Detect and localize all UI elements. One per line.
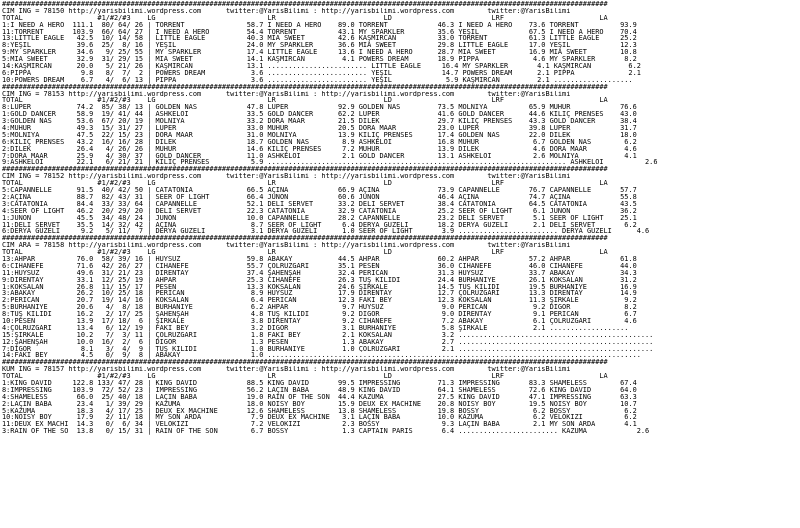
text-line: 5:MOLNIYA 47.5 22/ 15/ 23 | DORA MAAR 31.0 MOLNIYA 13.9 KILIÇ PRENSES 17.4 GOLDEN NAS 22.0 DİLEK 18.0 (2, 131, 637, 139)
text-line: ################################################################################################################################################## (2, 166, 608, 174)
text-line: 3:CATATONIA 84.4 33/ 33/ 64 | CAPANNELLE 52.1 DELİ SERVET 33.2 DELİ SERVET 38.4 CATATONIA 64.5 CATATONIA 43.5 (2, 200, 637, 208)
text-line: 13:LITTLE EAGLE 42.5 10/ 14/ 58 | LITTLE EAGLE 40.3 MIA SWEET 42.6 KAŞMİRCAN 33.0 TORRENT 61.3 LITTLE EAGLE 25.2 (2, 35, 637, 43)
text-line: 1:I NEED A HERO 111.1 80/ 64/ 26 | TORRENT 58.7 I NEED A HERO 89.0 TORRENT 46.3 I NEED A HERO 73.6 TORRENT 93.9 (2, 21, 637, 29)
text-line: 9:DİRENTAY 33.1 12/ 25/ 19 | AHPAR 25.3 CİHANEFE 26.3 TUŞ KILIDI 24.4 BURHANİYE 26.1 KÖKSALAN 31.2 (2, 276, 637, 284)
text-line: 5:BURHANİYE 20.6 4/ 8/ 18 | BURHANİYE 6.2 AHPAR 9.7 HUYSUZ 9.0 PERİCAN 9.2 DİGOR 8.2 (2, 304, 637, 312)
text-line: 8:TUŞ KILIDI 16.2 2/ 17/ 25 | ŞAHENŞAH 4.8 TUŞ KILIDI 9.2 DİGOR 9.0 DİRENTAY 9.1 PERİCAN 6.7 (2, 311, 637, 318)
text-line: 3:GOLDEN NAS 53.6 67/ 20/ 19 | MOLNIYA 33.2 DORA MAAR 21.5 DİLEK 29.7 KILIÇ PRENSES 43.3 GOLD DANCER 38.4 (2, 118, 637, 126)
text-line: 5:KAZUMA 18.3 4/ 17/ 25 | DEUX EX MACHINE 12.6 SHAMELESS 13.8 SHAMELESS 19.8 BOSSY 6.2 BOSSY 6.2 (2, 407, 637, 415)
text-line: TOTAL #1/#2/#3 LG LR LD LRF LA (2, 180, 608, 188)
text-line: 6:KILIÇ PRENSES 43.2 16/ 16/ 28 | DİLEK 18.7 GOLDEN NAS 8.9 ASHKELOI 16.8 MÜHÜR 6.7 GOLDEN NAS 6.2 (2, 138, 637, 146)
text-line: 5:CAPANNELLE 91.5 40/ 42/ 50 | CATATONIA 66.5 AÇINA 66.9 AÇINA 73.9 CAPANNELLE 76.7 CAPANNELLE 57.7 (2, 187, 637, 194)
text-line: TOTAL #1/#2/#3 LG LR LD LRF LA (2, 97, 608, 105)
text-line: ################################################################################################################################################## (2, 1, 608, 8)
text-line: 10:PESEN 13.9 17/ 18/ 6 | ŞİRKALE 3.8 DİRENTAY 9.2 CİHANEFE 7.2 ABAKAY 6.1 ÇOLRUZGARI 4.6 (2, 317, 637, 325)
text-line: 2:AÇINA 88.7 82/ 43/ 31 | SEER OF LIGHT 66.4 JÜNON 60.6 JÜNON 46.4 AÇINA 74.7 AÇINA 55.8 (2, 193, 637, 201)
text-line: 1:KÖKSALAN 26.8 11/ 15/ 17 | PESEN 13.3 KÖKSALAN 24.6 ŞİRKALE 14.5 TUŞ KILIDI 19.5 BURHANİYE 16.9 (2, 283, 637, 291)
text-line: 3:RAIN OF THE SO 13.8 0/ 15/ 31 | RAIN OF THE SON 6.7 BOSSY 1.3 CAPTAIN PARIS 6.4 ........................ KAZUMA 2.6 (2, 428, 650, 436)
text-line: 12:ŞAHENŞAH 10.0 16/ 2/ 6 | DİGOR 1.3 PESEN 1.3 ABAKAY 2.7 ............................................... (2, 338, 654, 346)
text-line: 9:MY SPARKLER 34.6 9/ 25/ 55 | MY SPARKLER 17.4 LITTLE EAGLE 13.6 I NEED A HERO 28.7 MIA SWEET 16.9 MIA SWEET 10.8 (2, 49, 637, 57)
text-line: 2:DİLEK 26.4 4/ 26/ 26 | MÜHÜR 14.6 KILIÇ PRENSES 7.2 MÜHÜR 13.9 DİLEK 4.6 DORA MAAR 4.6 (2, 145, 637, 153)
text-line: 13:AHPAR 76.0 58/ 39/ 16 | HUYSUZ 59.8 ABAKAY 44.5 AHPAR 60.2 AHPAR 57.2 AHPAR 61.8 (2, 255, 637, 263)
text-line: TOTAL #1/#2/#3 LG LR LD LRF LA (2, 373, 608, 380)
text-line: 8:LUPER 74.2 85/ 38/ 13 | GOLDEN NAS 47.8 LUPER 92.9 GOLDEN NAS 73.5 MOLNIYA 65.9 MÜHÜR 76.6 (2, 104, 637, 112)
text-line: 1:GOLD DANCER 58.9 19/ 41/ 44 | ASHKELOI 33.5 GOLD DANCER 62.2 LUPER 41.6 GOLD DANCER 44.6 KILIÇ PRENSES 43.0 (2, 111, 637, 119)
text-line: 11:HUYSUZ 49.6 31/ 21/ 23 | DİRENTAY 37.4 ŞAHENŞAH 32.4 PERİCAN 31.3 HUYSUZ 33.7 ABAKAY 34.3 (2, 269, 637, 277)
text-line: CIM ING = 78153 http://yarisbilimi.wordpress.com twitter:@YarisBilimi : http://yarisbilimi.wordpress.com twitter:@YarisBilimi (2, 90, 571, 98)
text-line: 4:MÜHÜR 49.3 15/ 31/ 27 | LUPER 33.0 MÜHÜR 20.5 DORA MAAR 23.0 LUPER 39.8 LUPER 31.7 (2, 125, 637, 132)
text-line: 8:IMPRESSING 103.9 72/ 52/ 23 | IMPRESSING 56.2 LAÇİN BABA 48.9 KING DAVID 64.1 SHAMELESS 72.6 KING DAVID 64.0 (2, 386, 637, 394)
text-line: 11:TORRENT 103.9 66/ 64/ 27 | I NEED A HERO 54.4 TORRENT 43.1 MY SPARKLER 35.6 YEŞİL 67.5 I NEED A HERO 70.4 (2, 28, 637, 36)
text-line: TOTAL #1/#2/#3 LG LR LD LRF LA (2, 14, 608, 22)
text-line: CIM ING = 78152 http://yarisbilimi.wordpress.com twitter:@YarisBilimi : http://yarisbilimi.wordpress.com twitter:@YarisBilimi (2, 173, 571, 181)
text-line: 10:POWERS DREAM 6.7 4/ 6/ 13 | PİPPA 3.6 ........................ YEŞİL 5.9 KAŞMİRCAN 2.1 ................... (2, 76, 633, 84)
text-line: 1:KING DAVID 122.8 133/ 47/ 28 | KING DAVID 88.5 KING DAVID 99.5 IMPRESSING 71.3 IMPRESSING 83.3 SHAMELESS 67.4 (2, 379, 637, 387)
text-line: 8:YEŞİL 39.6 25/ 8/ 16 | YEŞİL 24.0 MY SPARKLER 36.6 MIA SWEET 29.8 LITTLE EAGLE 17.0 YEŞİL 12.3 (2, 42, 637, 50)
text-line: TOTAL #1/#2/#3 LG LR LD LRF LA (2, 249, 608, 256)
text-line: 5:MIA SWEET 32.9 31/ 29/ 15 | MIA SWEET 14.1 KAŞMİRCAN 4.1 POWERS DREAM 18.9 PİPPA 4.6 MY SPARKLER 8.2 (2, 56, 637, 64)
text-line: CIM ARA = 78158 http://yarisbilimi.wordpress.com twitter:@YarisBilimi : http://yarisbilimi.wordpress.com twitter:@YarisBilimi (2, 242, 571, 250)
text-line: 2:PERİCAN 20.7 19/ 14/ 16 | KÖKSALAN 6.4 PERİCAN 12.3 FAKI BEY 12.3 KÖKSALAN 11.3 ŞİRKALE 9.2 (2, 297, 637, 305)
text-line: 4:SEER OF LIGHT 46.2 20/ 29/ 20 | DELİ SERVET 22.3 CATATONIA 32.9 CATATONIA 25.2 SEER OF LIGHT 6.1 JÜNON 36.2 (2, 207, 637, 215)
text-line: ################################################################################################################################################## (2, 235, 608, 243)
text-line: 9:ASHKELOI 22.1 6/ 21/ 21 | KILIÇ PRENSES 5.9 ........................................................................ ASHKELOI 2.6 (2, 159, 658, 167)
text-line: 14:KAŞMİRCAN 20.0 5/ 21/ 26 | KAŞMİRCAN 13.1 ........................ LITTLE EAGLE 16.4 MY SPARKLER 4.1 KAŞMİRCAN 6.2 (2, 63, 641, 70)
text-line: 11:DELİ SERVET 35.5 14/ 32/ 42 | AÇINA 8.7 SEER OF LIGHT 6.4 DERYA GÜZELİ 18.2 DERYA GÜZELİ 2.1 DELİ SERVET 6.2 (2, 221, 637, 229)
text-line: 4:ÇOLRUZGARI 13.4 6/ 12/ 19 | FAKI BEY 3.2 DİGOR 3.1 BURHANİYE 5.8 ŞİRKALE 2.1 ................... (2, 324, 629, 332)
text-line: KUM ING = 78157 http://yarisbilimi.wordpress.com twitter:@YarisBilimi : http://yarisbilimi.wordpress.com twitter:@YarisBilimi (2, 366, 571, 374)
text-line: 15:ŞİRKALE 10.2 7/ 3/ 11 | ÇOLRUZGARI 1.8 FAKI BEY 2.1 KÖKSALAN 3.2 ............................................... (2, 331, 654, 339)
text-line: 6:CİHANEFE 71.6 42/ 26/ 27 | CİHANEFE 55.7 ÇOLRUZGARI 35.1 PESEN 36.0 CİHANEFE 46.0 CİHANEFE 44.0 (2, 262, 637, 270)
text-line: 4:SHAMELESS 66.0 25/ 40/ 18 | LAÇİN BABA 19.0 RAIN OF THE SON 44.4 KAZUMA 27.5 KING DAVID 47.1 IMPRESSING 63.3 (2, 393, 637, 401)
text-line: 3:ABAKAY 26.2 10/ 25/ 18 | PERİCAN 8.9 HUYSUZ 17.9 DİRENTAY 12.7 ÇOLRUZGARI 13.3 DİRENTAY 14.9 (2, 290, 637, 298)
text-line: ################################################################################################################################################## (2, 359, 608, 367)
text-line: ################################################################################################################################################## (2, 83, 608, 91)
text-line: 7:DORA MAAR 25.9 4/ 30/ 37 | GOLD DANCER 11.0 ASHKELOI 2.1 GOLD DANCER 13.1 ASHKELOI 2.6 MOLNIYA 4.1 (2, 152, 637, 160)
text-line: 7:DİGOR 8.1 3/ 4/ 9 | TUŞ KILIDI 1.0 BURHANİYE 1.0 ÇOLRUZGARI 2.1 ............................................... (2, 345, 654, 353)
text-line: CIM ING = 78150 http://yarisbilimi.wordpress.com twitter:@YarisBilimi : http://yarisbilimi.wordpress.com twitter:@YarisBilimi (2, 7, 571, 15)
text-line: 1:JÜNON 45.5 34/ 48/ 24 | JÜNON 10.0 CAPANNELLE 28.2 CAPANNELLE 23.2 DELİ SERVET 5.1 SEER OF LIGHT 25.1 (2, 214, 637, 222)
text-line: 6:PİPPA 9.8 8/ 7/ 2 | POWERS DREAM 3.6 ........................ YEŞİL 14.7 POWERS DREAM 2.1 PİPPA 2.1 (2, 69, 641, 77)
text-line: 2:LAÇİN BABA 23.4 1/ 39/ 29 | KAZUMA 18.0 NOISY BOY 15.9 DEUX EX MACHINE 20.8 NOISY BOY 19.5 NOISY BOY 10.7 (2, 400, 637, 408)
text-line: 6:DERYA GÜZELİ 9.2 5/ 11/ 7 | DERYA GÜZELİ 3.1 DERYA GÜZELİ 1.0 SEER OF LIGHT 3.9 ........................ DERYA GÜZELİ 4.6 (2, 228, 650, 236)
text-line: 10:NOISY BOY 17.9 2/ 11/ 18 | MY SON ARDA 7.9 DEUX EX MACHINE 3.1 LAÇİN BABA 10.0 KAZUMA 6.2 VELOKIZI 6.2 (2, 414, 637, 422)
text-line: 14:FAKI BEY 4.5 0/ 9/ 8 | ABAKAY 1.0 .......................................................................................... (2, 352, 641, 360)
text-line: 11:DEUX EX MACHI 14.3 0/ 6/ 34 | VELOKIZI 7.2 VELOKIZI 2.3 BOSSY 9.3 LAÇİN BABA 2.1 MY SON ARDA 4.1 (2, 421, 637, 429)
